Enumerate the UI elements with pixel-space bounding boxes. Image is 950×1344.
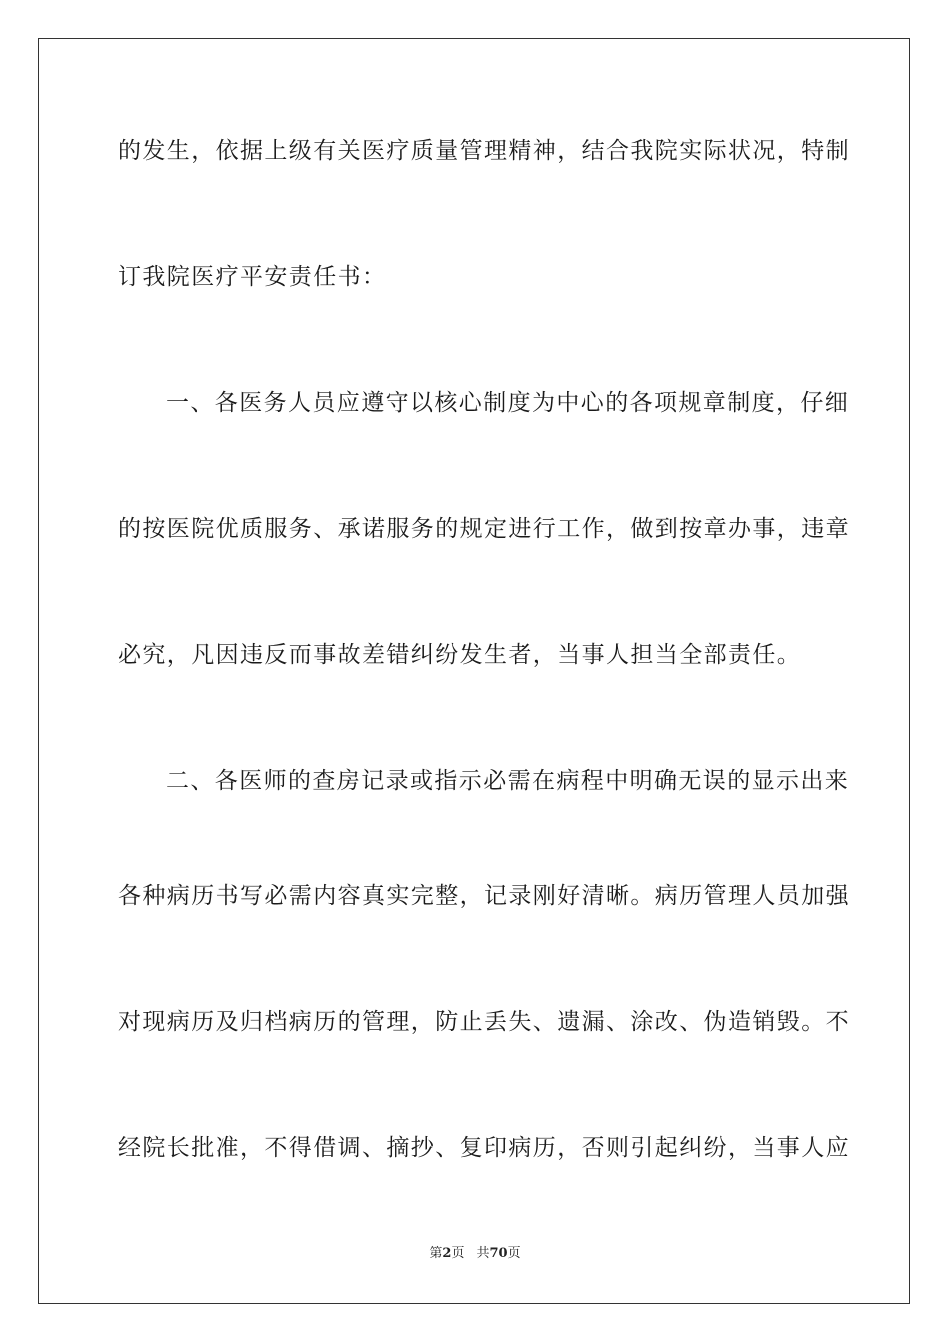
page-prefix: 第 <box>429 1246 443 1261</box>
page-footer <box>0 1244 950 1264</box>
text-line-1: 的发生，依据上级有关医疗质量管理精神，结合我院实际状况，特制 <box>118 138 850 164</box>
total-suffix: 页 <box>507 1246 521 1261</box>
page-number: 2 <box>442 1246 452 1261</box>
paragraph-2-line-2: 各种病历书写必需内容真实完整，记录刚好清晰。病历管理人员加强 <box>118 883 850 909</box>
text-line-2: 订我院医疗平安责任书： <box>118 264 387 290</box>
total-prefix: 共 <box>476 1246 490 1261</box>
paragraph-1-line-1: 一、各医务人员应遵守以核心制度为中心的各项规章制度，仔细 <box>166 390 850 416</box>
paragraph-1-line-2: 的按医院优质服务、承诺服务的规定进行工作，做到按章办事，违章 <box>118 516 850 542</box>
paragraph-1-line-3: 必究，凡因违反而事故差错纠纷发生者，当事人担当全部责任。 <box>118 642 802 668</box>
paragraph-2-line-3: 对现病历及归档病历的管理，防止丢失、遗漏、涂改、伪造销毁。不 <box>118 1009 850 1035</box>
total-pages: 70 <box>489 1246 508 1261</box>
paragraph-2-line-4: 经院长批准，不得借调、摘抄、复印病历，否则引起纠纷，当事人应 <box>118 1135 850 1161</box>
page-suffix: 页 <box>451 1246 465 1261</box>
paragraph-2-line-1: 二、各医师的查房记录或指示必需在病程中明确无误的显示出来 <box>166 768 850 794</box>
